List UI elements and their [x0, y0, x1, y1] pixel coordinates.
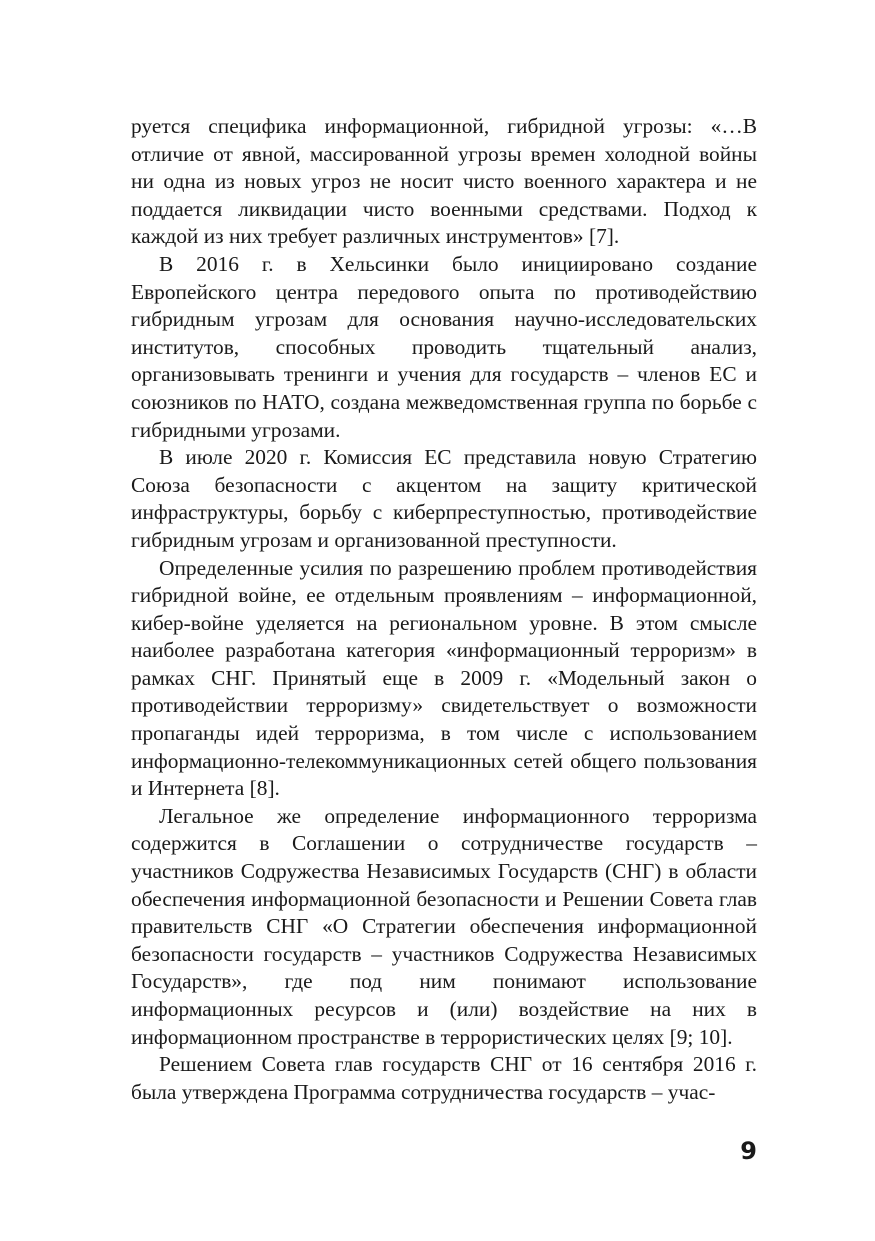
paragraph: Легальное же определение информационного терроризма содержится в Соглашении о сотрудничестве государств – участников Содружества Независимых Государств (СНГ) в области обеспечения информационной безопасности и Решении Совета глав правительств СНГ «О Стратегии обеспечения информационной безопасности государств – участников Содружества Независимых Государств», где под ним понимают использование информационных ресурсов и (или) воздействие на них в информационном пространстве в террористических целях [9; 10]. — [131, 803, 757, 1049]
paragraph-continued: руется специфика информационной, гибридной угрозы: «…В отличие от явной, массированной угрозы времен холодной войны ни одна из новых угроз не носит чисто военного характера и не поддается ликвидации чисто военными средствами. Подход к каждой из них требует различных инструментов» [7]. — [131, 114, 757, 249]
page-number: 9 — [740, 1137, 757, 1165]
paragraph: В июле 2020 г. Комиссия ЕС представила новую Стратегию Союза безопасности с акцентом на защиту критической инфраструктуры, борьбу с киберпреступностью, противодействие гибридным угрозам и организованной преступности. — [131, 445, 757, 552]
body-text — [131, 113, 757, 1106]
paragraph: В 2016 г. в Хельсинки было инициировано создание Европейского центра передового опыта по противодействию гибридным угрозам для основания научно-исследовательских институтов, способных проводить тщательный анализ, организовывать тренинги и учения для государств – членов ЕС и союзников по НАТО, создана межведомственная группа по борьбе с гибридными угрозами. — [131, 251, 757, 442]
paragraph: Определенные усилия по разрешению проблем противодействия гибридной войне, ее отдельным проявлениям – информационной, кибер-войне уделяется на региональном уровне. В этом смысле наиболее разработана категория «информационный терроризм» в рамках СНГ. Принятый еще в 2009 г. «Модельный закон о противодействии терроризму» свидетельствует о возможности пропаганды идей терроризма, в том числе с использованием информационно-телекоммуникационных сетей общего пользования и Интернета [8]. — [131, 555, 757, 801]
paragraph: Решением Совета глав государств СНГ от 16 сентября 2016 г. была утверждена Программа сотрудничества государств – учас- — [131, 1052, 757, 1104]
